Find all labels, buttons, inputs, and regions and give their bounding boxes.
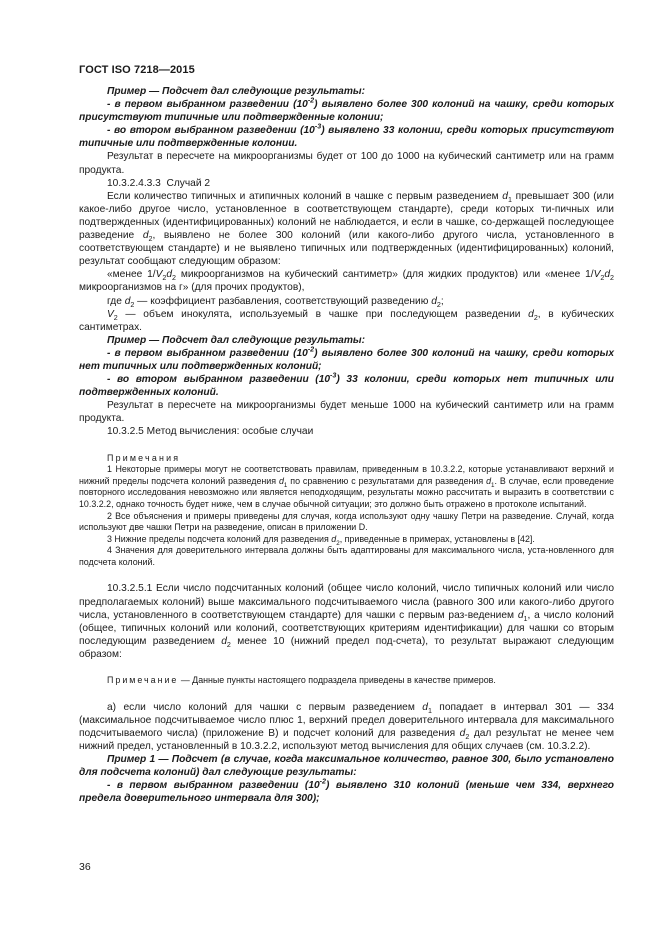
example-paragraph: - в первом выбранном разведении $(10^{-2})$ выявлено более 300 колоний на чашку, среди которых нет типичных или подтвержденных колоний; xyxy=(79,345,614,372)
spacer xyxy=(79,439,614,453)
note-paragraph: Примечание — Данные пункты настоящего подраздела приведены в качестве примеров. xyxy=(107,675,496,686)
spacer xyxy=(79,661,614,675)
notes-heading: Примечания xyxy=(107,452,181,463)
text-paragraph: 10.3.2.4.3.3 Случай 2 xyxy=(107,177,211,189)
spacer xyxy=(79,687,614,701)
example-paragraph: - во втором выбранном разведении $(10^{-3})$ выявлено 33 колонии, среди которых присутствуют типичные или подтвержденные колонии. xyxy=(79,122,614,150)
document-header: ГОСТ ISO 7218—2015 xyxy=(79,64,195,76)
note-paragraph: 4 Значения для доверительного интервала должны быть адаптированы для максимального числа, уста-новленного для подсчета колоний. xyxy=(79,545,614,567)
example-paragraph: - в первом выбранном разведении $(10^{-2})$ выявлено более 300 колоний на чашку, среди которых присутствуют типичные или подтвержденные колонии; xyxy=(79,96,614,124)
text-paragraph: Результат в пересчете на микроорганизмы будет меньше 1000 на кубический сантиметр или на грамм продукта. xyxy=(79,400,614,425)
example-paragraph: Пример — Подсчет дал следующие результаты: xyxy=(107,334,365,346)
example-paragraph: - во втором выбранном разведении $(10^{-3})$ 33 колонии, среди которых нет типичных или подтвержденных колоний. xyxy=(79,371,614,399)
note-paragraph: 2 Все объяснения и примеры приведены для случая, когда используют одну чашку Петри на разведение. Случай, когда используют две чашки Петри на разведение, описан в приложении D. xyxy=(79,510,614,533)
text-paragraph: 10.3.2.5.1 Если число подсчитанных колоний (общее число колоний, число типичных колоний или число предполагаемых колоний) выше максимального подсчитываемого числа (равного 300 или какого-либо другого числа, установленного в соответствующем стандарте) для чашки с первым раз-ведением $d_1$, а число колоний (общее, типичных колоний или колоний, соответствующих критериям идентификации) для чашки со вторым последующим разведением $d_2$ менее 10 (нижний предел под-счета), то результат выражают следующим образом: xyxy=(79,583,614,660)
spacer xyxy=(79,568,614,582)
document-body xyxy=(79,85,614,805)
text-paragraph: а) если число колоний для чашки с первым разведением $d_1$ попадает в интервал 301 — 334 (максимальное подсчитываемое число плюс 1, верхний предел доверительного интервала для максимального подсчитываемого числа) (приложение В) и подсчет колоний для разведения $d_2$ дал результат не менее чем нижний предел, установленный в 10.3.2.2, используют метод вычисления для общих случаев (см. 10.3.2.2). xyxy=(79,701,615,752)
text-paragraph: Результат в пересчете на микроорганизмы будет от 100 до 1000 на кубический сантиметр или на грамм продукта. xyxy=(79,151,614,176)
text-paragraph: где $d_2$ — коэффициент разбавления, соответствующий разведению $d_2$; xyxy=(107,295,444,309)
example-paragraph: Пример 1 — Подсчет (в случае, когда максимальное количество, равное 300, было установлено для подсчета колоний) дал следующие результаты: xyxy=(79,754,614,779)
text-paragraph: Если количество типичных и атипичных колоний в чашке с первым разведением $d_1$ превышает 300 (или какое-либо другое число, установленное в соответствующем стандарте), среди которых ти-пичных или подтвержденных (идентифицированных) колоний не наблюдается, и если в чашке, со-держащей последующее разведение $d_2$, выявлено не более 300 колоний (или какого-либо другого числа, установленного в соответствующем стандарте) и не выявлено типичных или подтвержденных (идентифицированных) колоний, результат сообщают следующим образом: xyxy=(79,190,614,268)
note-paragraph: 3 Нижние пределы подсчета колоний для разведения $d_2$, приведенные в примерах, установлены в [42]. xyxy=(107,533,535,547)
example-paragraph: - в первом выбранном разведении $(10^{-2})$ выявлено 310 колоний (меньше чем 334, верхнего предела доверительного интервала для 300); xyxy=(79,777,614,805)
text-paragraph: 10.3.2.5 Метод вычисления: особые случаи xyxy=(107,426,314,438)
text-paragraph: $V_2$ — объем инокулята, используемый в чашке при последующем разведении $d_2$, в кубических сантиметрах. xyxy=(79,308,614,333)
example-paragraph: Пример — Подсчет дал следующие результаты: xyxy=(107,86,365,97)
text-paragraph: «менее $1/V_2d_2$ микроорганизмов на кубический сантиметр» (для жидких продуктов) или «менее $1/V_2d_2$ микроорганизмов на г» (для прочих продуктов), xyxy=(79,269,615,294)
page-number: 36 xyxy=(79,861,91,873)
note-paragraph: 1 Некоторые примеры могут не соответствовать правилам, приведенным в 10.3.2.2, которые устанавливают верхний и нижний пределы подсчета колоний разведения $d_1$ по сравнению с результатами для разведения $d_1$. В случае, если проведение повторного исследования невозможно или является неподходящим, результаты можно рассчитать и выразить в соответствии с 10.3.2.2, однако точность будет ниже, чем в случае обычной ситуации; это должно быть отражено в протоколе испытаний. xyxy=(79,464,614,509)
